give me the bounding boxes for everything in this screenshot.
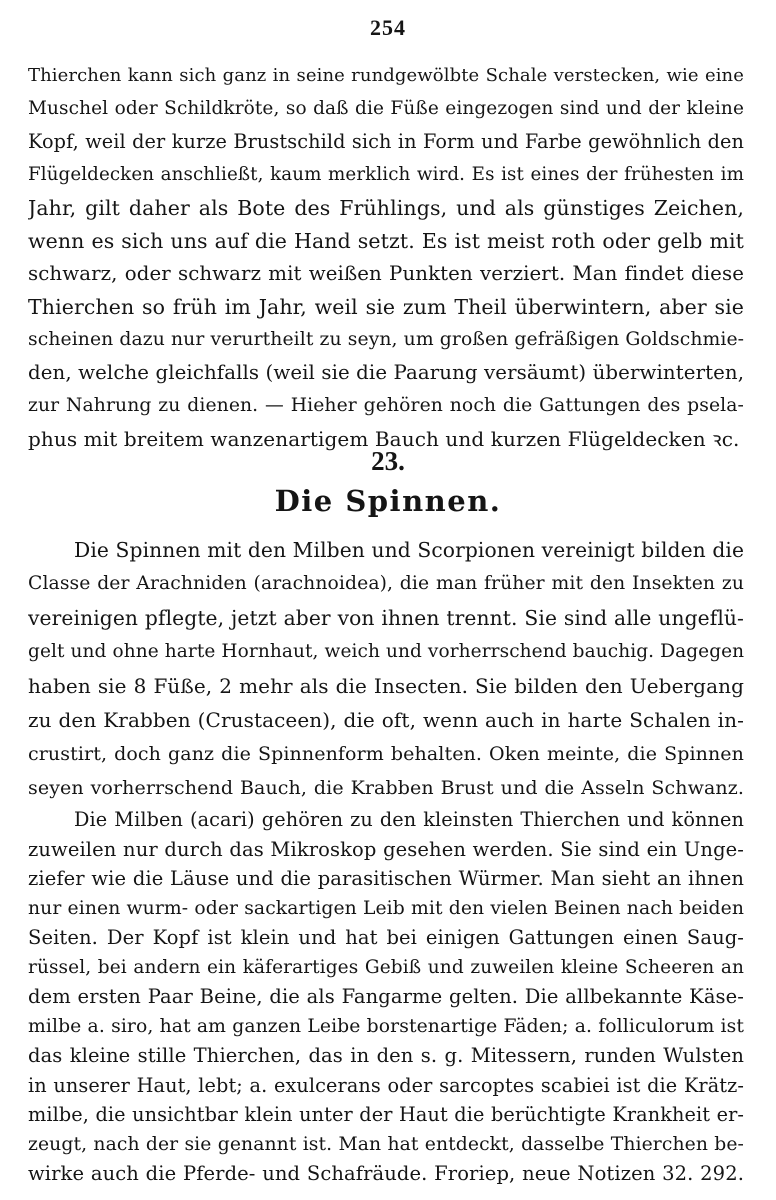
- body-line: wirke auch die Pferde- und Schafräude. Froriep, neue Notizen 32. 292.: [28, 1162, 744, 1185]
- body-line: zeugt, nach der sie genannt ist. Man hat entdeckt, dasselbe Thierchen be-: [28, 1133, 744, 1155]
- body-line: das kleine stille Thierchen, das in den s. g. Mitessern, runden Wulsten: [28, 1044, 744, 1067]
- body-line: milbe a. siro, hat am ganzen Leibe borstenartige Fäden; a. folliculorum ist: [28, 1015, 744, 1037]
- body-line: zu den Krabben (Crustaceen), die oft, wenn auch in harte Schalen in-: [28, 708, 744, 732]
- body-line: Flügeldecken anschließt, kaum merklich wird. Es ist eines der frühesten im: [28, 164, 744, 185]
- body-line: wenn es sich uns auf die Hand setzt. Es ist meist roth oder gelb mit: [28, 229, 744, 253]
- body-line: zur Nahrung zu dienen. — Hieher gehören noch die Gattungen des psela-: [28, 395, 744, 416]
- body-line: phus mit breitem wanzenartigem Bauch und kurzen Flügeldecken ꝛc.: [28, 427, 740, 451]
- body-line: Thierchen kann sich ganz in seine rundgewölbte Schale verstecken, wie eine: [28, 65, 744, 86]
- body-line: haben sie 8 Füße, 2 mehr als die Insecten. Sie bilden den Uebergang: [28, 674, 744, 698]
- body-line: dem ersten Paar Beine, die als Fangarme gelten. Die allbekannte Käse-: [28, 985, 744, 1008]
- body-line: Jahr, gilt daher als Bote des Frühlings, und als günstiges Zeichen,: [28, 196, 744, 220]
- body-line: Muschel oder Schildkröte, so daß die Füße eingezogen sind und der kleine: [28, 98, 744, 119]
- body-line: in unserer Haut, lebt; a. exulcerans oder sarcoptes scabiei ist die Krätz-: [28, 1073, 744, 1097]
- body-line: Seiten. Der Kopf ist klein und hat bei einigen Gattungen einen Saug-: [28, 926, 744, 949]
- body-line: vereinigen pflegte, jetzt aber von ihnen trennt. Sie sind alle ungeflü-: [28, 606, 744, 630]
- body-line: Thierchen so früh im Jahr, weil sie zum Theil überwintern, aber sie: [28, 295, 744, 319]
- body-line: milbe, die unsichtbar klein unter der Haut die berüchtigte Krankheit er-: [28, 1103, 744, 1126]
- body-line: schwarz, oder schwarz mit weißen Punkten verziert. Man findet diese: [28, 262, 744, 285]
- body-line: Die Spinnen mit den Milben und Scorpionen vereinigt bilden die: [74, 538, 744, 562]
- body-line: Classe der Arachniden (arachnoidea), die man früher mit den Insekten zu: [28, 573, 744, 594]
- body-line: scheinen dazu nur verurtheilt zu seyn, um großen gefräßigen Goldschmie-: [28, 329, 744, 350]
- section-number: 23.: [371, 446, 405, 476]
- body-line: Die Milben (acari) gehören zu den kleinsten Thierchen und können: [74, 808, 744, 831]
- body-line: den, welche gleichfalls (weil sie die Paarung versäumt) überwinterten,: [28, 361, 744, 384]
- body-line: ziefer wie die Läuse und die parasitischen Würmer. Man sieht an ihnen: [28, 867, 744, 890]
- body-line: crustirt, doch ganz die Spinnenform behalten. Oken meinte, die Spinnen: [28, 743, 744, 765]
- body-line: gelt und ohne harte Hornhaut, weich und vorherrschend bauchig. Dagegen: [28, 641, 744, 662]
- body-line: rüssel, bei andern ein käferartiges Gebiß und zuweilen kleine Scheeren an: [28, 956, 744, 978]
- section-title: Die Spinnen.: [274, 484, 502, 518]
- body-line: seyen vorherrschend Bauch, die Krabben Brust und die Asseln Schwanz.: [28, 777, 744, 799]
- body-line: nur einen wurm- oder sackartigen Leib mit den vielen Beinen nach beiden: [28, 897, 744, 919]
- body-line: Kopf, weil der kurze Brustschild sich in Form und Farbe gewöhnlich den: [28, 130, 744, 153]
- page-number: 254: [370, 15, 406, 40]
- body-line: zuweilen nur durch das Mikroskop gesehen werden. Sie sind ein Unge-: [28, 837, 744, 861]
